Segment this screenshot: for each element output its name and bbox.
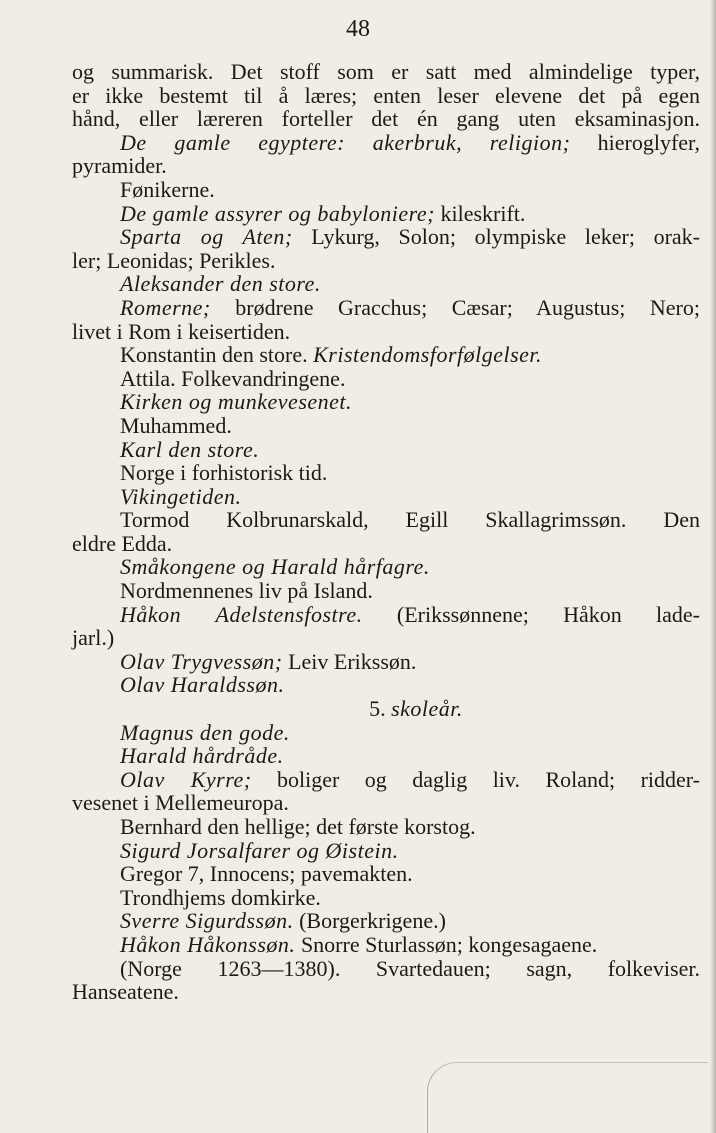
section-heading [72, 697, 700, 721]
entry-sparta [72, 225, 700, 272]
text-line: og summarisk. Det stoff som er satt med almindelige typer, [72, 59, 700, 84]
entry-bernhard: Bernhard den hellige; det første korstog. [120, 814, 476, 839]
entry-italic: Sparta og Aten; [120, 224, 293, 250]
entry-smakongene: Småkongene og Harald hårfagre. [120, 554, 430, 580]
entry-vikingetiden: Vikingetiden. [120, 483, 242, 509]
entry-continuation: vesenet i Mellemeuropa. [72, 790, 289, 816]
entry-muhammed: Muhammed. [120, 412, 232, 438]
entry-tormod [72, 508, 700, 555]
entry-norge-forhistorisk: Norge i forhistorisk tid. [120, 460, 328, 486]
entry-sigurd: Sigurd Jorsalfarer og Øistein. [120, 837, 399, 863]
entry-magnus: Magnus den gode. [120, 719, 290, 745]
entry-karl: Karl den store. [120, 436, 260, 462]
entry-kirken: Kirken og munkevesenet. [120, 389, 353, 415]
entry-italic: Håkon Adelstensfostre. [120, 601, 363, 627]
entry-harald-hardrade: Harald hårdråde. [120, 743, 284, 769]
entry-text: Snorre Sturlassøn; kongesagaene. [295, 931, 598, 957]
entry-italic: De gamle egyptere: akerbruk, religion; [120, 129, 571, 155]
entry-continuation: ler; Leonidas; Perikles. [72, 247, 276, 273]
entry-italic: Olav Kyrre; [120, 766, 252, 792]
entry-sverre [72, 909, 700, 933]
entry-italic: Kristendomsforfølgelser. [313, 342, 543, 368]
entry-text: (Norge 1263—1380). Svartedauen; sagn, folkeviser. [120, 955, 700, 981]
entry-romerne [72, 296, 700, 343]
page-body [72, 60, 700, 1004]
entry-olav-kyrre [72, 768, 700, 815]
entry-hakon-adelstensfostre [72, 603, 700, 650]
entry-assyrer [72, 202, 700, 226]
entry-domkirke: Trondhjems domkirke. [120, 884, 321, 910]
entry-aleksander: Aleksander den store. [120, 271, 321, 297]
section-number: 5. [369, 696, 392, 722]
entry-italic: Olav Trygvessøn; [120, 648, 283, 674]
entry-norge-1263 [72, 957, 700, 1004]
entry-text: boliger og daglig liv. Roland; ridder- [251, 766, 700, 792]
page-number: 48 [346, 16, 370, 42]
entry-continuation: jarl.) [72, 625, 115, 651]
entry-fonikerne: Fønikerne. [120, 176, 215, 202]
entry-text: Lykurg, Solon; olympiske leker; orak- [292, 224, 700, 250]
entry-hakon-hakonsson [72, 933, 700, 957]
entry-continuation: eldre Edda. [72, 530, 173, 556]
entry-gregor: Gregor 7, Innocens; pavemakten. [120, 861, 413, 887]
text-line: er ikke bestemt til å læres; enten leser elevene det på egen [72, 82, 700, 108]
entry-continuation: Hanseatene. [72, 979, 179, 1005]
scan-shadow-edge [710, 0, 716, 1133]
entry-attila: Attila. Folkevandringene. [120, 365, 346, 391]
intro-paragraph [72, 60, 700, 131]
entry-italic: Håkon Håkonssøn. [120, 931, 296, 957]
text-line: hånd, eller læreren forteller det én gang uten eksaminasjon. [72, 106, 700, 132]
entry-text: (Erikssønnene; Håkon lade- [362, 601, 700, 627]
entry-italic: Sverre Sigurdssøn. [120, 908, 294, 934]
entry-island: Nordmennenes liv på Island. [120, 578, 373, 604]
entry-text: kileskrift. [434, 200, 526, 226]
entry-egyptere [72, 131, 700, 178]
page-corner-mark [427, 1062, 708, 1133]
entry-olav-haraldsson: Olav Haraldssøn. [120, 672, 285, 698]
entry-text: Tormod Kolbrunarskald, Egill Skallagrimssøn. Den [120, 507, 700, 533]
entry-text: (Borgerkrigene.) [293, 908, 446, 934]
entry-text: brødrene Gracchus; Cæsar; Augustus; Nero; [210, 294, 700, 320]
entry-konstantin [72, 343, 700, 367]
entry-text: Konstantin den store. [120, 342, 314, 368]
entry-text: Leiv Erikssøn. [282, 648, 417, 674]
entry-continuation: livet i Rom i keisertiden. [72, 318, 291, 344]
entry-continuation: pyramider. [72, 153, 167, 179]
entry-text: hieroglyfer, [570, 129, 700, 155]
entry-italic: Romerne; [120, 294, 211, 320]
entry-italic: De gamle assyrer og babyloniere; [120, 200, 435, 226]
section-label: skoleår. [391, 696, 463, 722]
entry-olav-trygvesson [72, 650, 700, 674]
